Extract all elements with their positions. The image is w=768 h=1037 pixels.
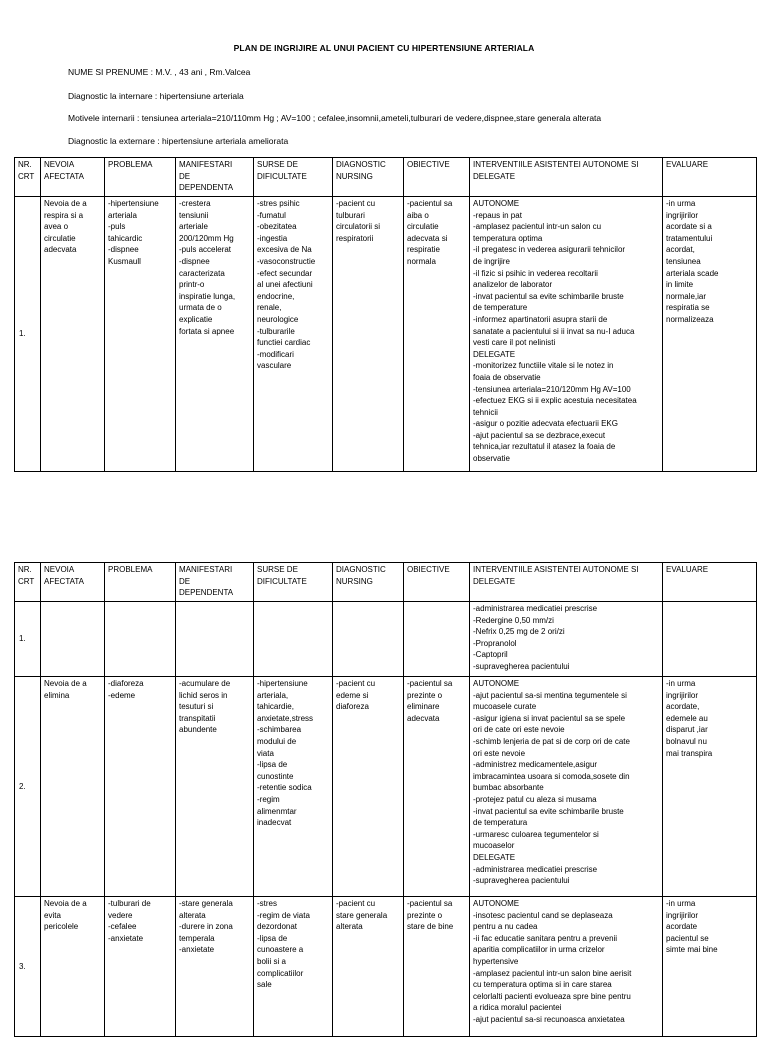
cell-line: -obezitatea: [257, 222, 297, 232]
patient-name: NUME SI PRENUME : M.V. , 43 ani , Rm.Valcea: [68, 67, 251, 77]
cell-line: DELEGATE: [473, 171, 516, 181]
cell-line: AUTONOME: [473, 199, 520, 208]
cell-line: temperala: [179, 933, 215, 943]
cell-line: MANIFESTARI: [179, 565, 233, 574]
cell-line: DIFICULTATE: [257, 171, 307, 181]
discharge-diagnosis: Diagnostic la externare : hipertensiune arteriala ameliorata: [68, 136, 289, 146]
cell-line: ingrijirilor: [666, 690, 699, 700]
cell-line: foaia de observatie: [473, 372, 541, 382]
cell-obiective: [404, 677, 470, 897]
cell-line: -dispnee: [108, 245, 139, 255]
care-plan-table-2: [14, 562, 757, 1037]
cell-line: normala: [407, 256, 436, 266]
cell-line: aiba o: [407, 210, 429, 220]
cell-line: aparitia complicatiilor in urma crizelor: [473, 945, 605, 955]
cell-obiective: [404, 197, 470, 472]
cell-line: tensiunii: [179, 210, 209, 220]
cell-line: DIAGNOSTIC: [336, 565, 386, 574]
cell-line: pentru a nu cadea: [473, 922, 538, 932]
cell-line: -regim: [257, 794, 280, 804]
cell-line: sanatate a pacientului si ii invat sa nu-I aduca: [473, 326, 635, 336]
cell-line: -pacientul sa: [407, 199, 453, 208]
cell-line: dezordonat: [257, 922, 298, 932]
cell-line: a ridica moralul pacientei: [473, 1003, 562, 1013]
cell-line: inspiratie lunga,: [179, 291, 236, 301]
cell-line: -insotesc pacientul cand se deplaseaza: [473, 910, 613, 920]
cell-line: -stare generala: [179, 899, 233, 908]
cell-problema: [105, 602, 176, 677]
cell-line: circulatorii si: [336, 222, 381, 232]
cell-line: ori de cate ori este nevoie: [473, 725, 565, 735]
cell-line: alterata: [336, 922, 363, 932]
cell-line: -administrez medicamentele,asigur: [473, 760, 598, 770]
cell-line: de temperatura: [473, 818, 528, 828]
cell-line: -administrarea medicatiei prescrise: [473, 604, 598, 613]
cell-line: -Propranolol: [473, 638, 517, 648]
cell-line: vasculare: [257, 361, 292, 371]
cell-line: -diaforeza: [108, 679, 144, 688]
header-manifestari: [176, 158, 254, 197]
cell-line: alterata: [179, 910, 206, 920]
cell-interventii: [470, 677, 663, 897]
cell-line: eliminare: [407, 702, 440, 712]
cell-line: functiei cardiac: [257, 338, 311, 348]
cell-line: vedere: [108, 910, 133, 920]
cell-evaluare: [663, 197, 757, 472]
cell-line: DEPENDENTA: [179, 588, 234, 598]
cell-line: arteriala,: [257, 690, 289, 700]
cell-line: NEVOIA: [44, 160, 75, 169]
cell-line: -tulburari de: [108, 899, 151, 908]
cell-line: -efectuez EKG si ii explic acestuia necesitatea: [473, 396, 637, 406]
header-surse-dificultate: [254, 158, 333, 197]
cell-line: -il pregatesc in vederea asigurarii tehnicilor: [473, 245, 626, 255]
cell-line: AUTONOME: [473, 679, 520, 688]
cell-line: explicatie: [179, 314, 213, 324]
cell-line: arteriala: [108, 210, 137, 220]
cell-line: -Captopril: [473, 650, 508, 660]
cell-line: AFECTATA: [44, 576, 84, 586]
cell-manifestari: [176, 602, 254, 677]
cell-nr-crt: 1.: [15, 602, 41, 677]
header-problema: [105, 158, 176, 197]
cell-line: -urmaresc culoarea tegumentelor si: [473, 829, 599, 839]
cell-line: tratamentului: [666, 233, 713, 243]
cell-line: respira si a: [44, 210, 84, 220]
cell-line: caracterizata: [179, 268, 225, 278]
cell-line: fortata si apnee: [179, 326, 235, 336]
cell-line: -asigur igiena si invat pacientul sa se spele: [473, 713, 626, 723]
header-surse-dificultate: [254, 563, 333, 602]
cell-line: pacientul se: [666, 933, 709, 943]
cell-line: normalizeaza: [666, 314, 714, 324]
table-row: [15, 197, 757, 472]
header-manifestari: [176, 563, 254, 602]
cell-line: observatie: [473, 454, 510, 464]
cell-line: al unei afectiuni: [257, 280, 313, 290]
cell-surse-dificultate: [254, 197, 333, 472]
header-evaluare: [663, 158, 757, 197]
cell-line: alimenmtar: [257, 806, 297, 816]
cell-line: mucoaselor: [473, 841, 515, 851]
cell-line: INTERVENTIILE ASISTENTEI AUTONOME SI: [473, 565, 639, 574]
cell-line: acordate: [666, 922, 698, 932]
cell-line: DEPENDENTA: [179, 183, 234, 193]
cell-line: PROBLEMA: [108, 565, 153, 574]
cell-line: -crestera: [179, 199, 211, 208]
header-nr-crt: [15, 158, 41, 197]
cell-line: respiratia se: [666, 303, 710, 313]
cell-line: -vasoconstructie: [257, 256, 316, 266]
cell-line: DELEGATE: [473, 576, 516, 586]
cell-line: Nevoia de a: [44, 199, 87, 208]
cell-line: tahicardic: [108, 233, 143, 243]
header-problema: [105, 563, 176, 602]
cell-line: -pacient cu: [336, 679, 376, 688]
cell-evaluare: [663, 677, 757, 897]
cell-line: -Nefrix 0,25 mg de 2 ori/zi: [473, 627, 565, 637]
cell-manifestari: [176, 897, 254, 1037]
cell-line: OBIECTIVE: [407, 565, 450, 574]
cell-line: NEVOIA: [44, 565, 75, 574]
cell-line: cunostinte: [257, 771, 294, 781]
cell-line: lichid seros in: [179, 690, 228, 700]
cell-line: -amplasez pacientul intr-un salon bine aerisit: [473, 968, 632, 978]
cell-line: -repaus in pat: [473, 210, 522, 220]
cell-line: NURSING: [336, 576, 373, 586]
cell-line: adecvata si: [407, 233, 448, 243]
cell-line: acordate si a: [666, 222, 712, 232]
cell-line: avea o: [44, 222, 69, 232]
cell-line: adecvata: [44, 245, 77, 255]
cell-evaluare: [663, 602, 757, 677]
cell-line: -edeme: [108, 690, 136, 700]
cell-line: acordate,: [666, 702, 700, 712]
cell-line: -regim de viata: [257, 910, 310, 920]
cell-line: acordat,: [666, 245, 695, 255]
cell-nevoia-afectata: [41, 677, 105, 897]
cell-line: -ii fac educatie sanitara pentru a prevenii: [473, 933, 618, 943]
header-evaluare: [663, 563, 757, 602]
cell-line: endocrine,: [257, 291, 295, 301]
cell-line: Nevoia de a: [44, 899, 87, 908]
cell-line: -modificari: [257, 349, 294, 359]
cell-problema: [105, 677, 176, 897]
cell-nr-crt: 3.: [15, 897, 41, 1037]
cell-line: bolii si a: [257, 956, 286, 966]
cell-diagnostic-nursing: [333, 602, 404, 677]
cell-line: PROBLEMA: [108, 160, 153, 169]
cell-line: sale: [257, 980, 272, 990]
cell-line: tehnicii: [473, 407, 498, 417]
cell-line: EVALUARE: [666, 565, 709, 574]
cell-line: circulatie: [407, 222, 439, 232]
cell-line: stare de bine: [407, 922, 454, 932]
cell-line: -retentie sodica: [257, 783, 312, 793]
cell-line: NR.: [18, 160, 32, 169]
cell-line: -Redergine 0,50 mm/zi: [473, 615, 554, 625]
cell-line: -pacient cu: [336, 199, 376, 208]
page-title: PLAN DE INGRIJIRE AL UNUI PACIENT CU HIPERTENSIUNE ARTERIALA: [233, 43, 535, 53]
cell-line: -ingestia: [257, 233, 288, 243]
cell-line: -informez apartinatorii asupra starii de: [473, 314, 608, 324]
cell-line: elimina: [44, 690, 70, 700]
cell-line: viata: [257, 748, 274, 758]
cell-interventii: [470, 197, 663, 472]
cell-line: -durere in zona: [179, 922, 233, 932]
cell-line: -acumulare de: [179, 679, 231, 688]
cell-line: celorlalti pacienti evolueaza spre bine pentru: [473, 991, 631, 1001]
cell-line: simte mai bine: [666, 945, 718, 955]
cell-line: -lipsa de: [257, 760, 288, 770]
header-interventii: [470, 158, 663, 197]
cell-line: neurologice: [257, 314, 299, 324]
care-plan-table-1: [14, 157, 757, 472]
cell-line: -in urma: [666, 899, 696, 908]
cell-line: -supravegherea pacientului: [473, 876, 570, 886]
cell-line: hypertensive: [473, 956, 519, 966]
cell-line: modului de: [257, 736, 297, 746]
cell-line: 200/120mm Hg: [179, 233, 234, 243]
header-diagnostic-nursing: [333, 563, 404, 602]
cell-line: DIAGNOSTIC: [336, 160, 386, 169]
cell-line: abundente: [179, 725, 217, 735]
header-obiective: [404, 158, 470, 197]
cell-line: CRT: [18, 171, 35, 181]
cell-line: -amplasez pacientul intr-un salon cu: [473, 222, 602, 232]
cell-line: SURSE DE: [257, 160, 298, 169]
cell-line: analizelor de laborator: [473, 280, 553, 290]
cell-obiective: [404, 602, 470, 677]
cell-line: -cefalee: [108, 922, 137, 932]
cell-nr-crt: 2.: [15, 677, 41, 897]
cell-line: -schimbarea: [257, 725, 302, 735]
cell-line: Nevoia de a: [44, 679, 87, 688]
cell-manifestari: [176, 197, 254, 472]
cell-line: AUTONOME: [473, 899, 520, 908]
cell-line: temperatura optima: [473, 233, 543, 243]
cell-line: -in urma: [666, 199, 696, 208]
cell-line: normale,iar: [666, 291, 707, 301]
cell-line: -invat pacientul sa evite schimbarile bruste: [473, 291, 624, 301]
cell-line: respiratie: [407, 245, 440, 255]
cell-line: -stres: [257, 899, 277, 908]
table-header-row: [15, 158, 757, 197]
cell-line: OBIECTIVE: [407, 160, 450, 169]
cell-line: complicatiilor: [257, 968, 304, 978]
cell-manifestari: [176, 677, 254, 897]
cell-line: -tensiunea arteriala=210/120mm Hg AV=100: [473, 384, 631, 394]
table-row: [15, 677, 757, 897]
cell-line: -il fizic si psihic in vederea recoltarii: [473, 268, 598, 278]
cell-line: anxietate,stress: [257, 713, 314, 723]
header-interventii: [470, 563, 663, 602]
cell-diagnostic-nursing: [333, 897, 404, 1037]
cell-line: stare generala: [336, 910, 388, 920]
cell-nevoia-afectata: [41, 897, 105, 1037]
cell-line: -dispnee: [179, 256, 210, 266]
cell-line: MANIFESTARI: [179, 160, 233, 169]
cell-surse-dificultate: [254, 897, 333, 1037]
cell-line: respiratorii: [336, 233, 374, 243]
cell-line: evita: [44, 910, 61, 920]
cell-line: -supravegherea pacientului: [473, 661, 570, 671]
cell-line: -ajut pacientul sa se dezbrace,execut: [473, 430, 606, 440]
cell-line: -administrarea medicatiei prescrise: [473, 864, 598, 874]
cell-diagnostic-nursing: [333, 197, 404, 472]
header-nevoia-afectata: [41, 563, 105, 602]
cell-line: arteriala scade: [666, 268, 719, 278]
cell-surse-dificultate: [254, 677, 333, 897]
cell-line: -pacient cu: [336, 899, 376, 908]
cell-line: -in urma: [666, 679, 696, 688]
cell-line: NURSING: [336, 171, 373, 181]
cell-line: DELEGATE: [473, 852, 516, 862]
cell-line: -protejez patul cu aleza si musama: [473, 794, 597, 804]
cell-line: prezinte o: [407, 690, 443, 700]
cell-line: ingrijirilor: [666, 910, 699, 920]
cell-line: tensiunea: [666, 256, 701, 266]
cell-line: inadecvat: [257, 818, 292, 828]
cell-nr-crt: 1.: [15, 197, 41, 472]
cell-interventii: [470, 602, 663, 677]
table-row: [15, 897, 757, 1037]
cell-line: transpitatii: [179, 713, 216, 723]
cell-line: -puls accelerat: [179, 245, 232, 255]
cell-problema: [105, 197, 176, 472]
cell-line: INTERVENTIILE ASISTENTEI AUTONOME SI: [473, 160, 639, 169]
cell-line: AFECTATA: [44, 171, 84, 181]
cell-evaluare: [663, 897, 757, 1037]
cell-line: -tulburarile: [257, 326, 295, 336]
cell-line: DE: [179, 576, 191, 586]
header-nr-crt: [15, 563, 41, 602]
cell-line: tesuturi si: [179, 702, 214, 712]
cell-line: -pacientul sa: [407, 679, 453, 688]
cell-line: -invat pacientul sa evite schimbarile bruste: [473, 806, 624, 816]
cell-line: DE: [179, 171, 191, 181]
cell-line: pericolele: [44, 922, 79, 932]
cell-diagnostic-nursing: [333, 677, 404, 897]
cell-nevoia-afectata: [41, 197, 105, 472]
cell-line: cunoastere a: [257, 945, 304, 955]
cell-line: disparut ,iar: [666, 725, 708, 735]
cell-line: NR.: [18, 565, 32, 574]
cell-line: -efect secundar: [257, 268, 313, 278]
cell-line: -puls: [108, 222, 126, 232]
cell-line: DELEGATE: [473, 349, 516, 359]
header-diagnostic-nursing: [333, 158, 404, 197]
cell-line: circulatie: [44, 233, 76, 243]
cell-line: -hipertensiune: [257, 679, 308, 688]
cell-line: arteriale: [179, 222, 208, 232]
cell-nevoia-afectata: [41, 602, 105, 677]
cell-line: prezinte o: [407, 910, 443, 920]
cell-line: bolnavul nu: [666, 736, 707, 746]
cell-line: -lipsa de: [257, 933, 288, 943]
cell-line: -anxietate: [108, 933, 144, 943]
cell-problema: [105, 897, 176, 1037]
cell-line: excesiva de Na: [257, 245, 312, 255]
cell-line: mai transpira: [666, 748, 713, 758]
cell-line: cu temperatura optima si in care starea: [473, 980, 612, 990]
cell-line: -monitorizez functiile vitale si le notez in: [473, 361, 614, 371]
cell-line: vesti care il pot nelinisti: [473, 338, 556, 348]
cell-line: -anxietate: [179, 945, 215, 955]
cell-line: -hipertensiune: [108, 199, 159, 208]
cell-line: adecvata: [407, 713, 440, 723]
cell-line: tehnica,iar rezultatul il atasez la foaia de: [473, 442, 616, 452]
cell-line: DIFICULTATE: [257, 576, 307, 586]
admission-reasons: Motivele internarii : tensiunea arteriala=210/110mm Hg ; AV=100 ; cefalee,insomnii,ameteli,tulburari de vedere,dispnee,stare generala alterata: [68, 113, 602, 123]
cell-line: -ajut pacientul sa-si recunoasca anxietatea: [473, 1014, 625, 1024]
cell-line: SURSE DE: [257, 565, 298, 574]
cell-line: diaforeza: [336, 702, 369, 712]
header-nevoia-afectata: [41, 158, 105, 197]
cell-line: ori este nevoie: [473, 748, 526, 758]
table-header-row: [15, 563, 757, 602]
cell-line: mucoasele curate: [473, 702, 537, 712]
cell-line: tahicardie,: [257, 702, 294, 712]
cell-line: -asigur o pozitie adecvata efectuarii EKG: [473, 419, 618, 429]
cell-line: -schimb lenjeria de pat si de corp ori de cate: [473, 736, 630, 746]
cell-line: ingrijirilor: [666, 210, 699, 220]
cell-line: in limite: [666, 280, 694, 290]
cell-line: de ingrijire: [473, 256, 510, 266]
cell-line: bumbac absorbante: [473, 783, 544, 793]
cell-line: edemele au: [666, 713, 708, 723]
header-obiective: [404, 563, 470, 602]
cell-line: tulburari: [336, 210, 365, 220]
cell-line: -stres psihic: [257, 199, 300, 208]
cell-line: imbracamintea usoara si comoda,sosete din: [473, 771, 630, 781]
cell-line: printr-o: [179, 280, 205, 290]
cell-line: Kusmaull: [108, 256, 141, 266]
cell-line: -ajut pacientul sa-si mentina tegumentele si: [473, 690, 627, 700]
cell-obiective: [404, 897, 470, 1037]
cell-interventii: [470, 897, 663, 1037]
admission-diagnosis: Diagnostic la internare : hipertensiune arteriala: [68, 91, 244, 101]
cell-line: renale,: [257, 303, 282, 313]
cell-line: -pacientul sa: [407, 899, 453, 908]
cell-line: edeme si: [336, 690, 369, 700]
cell-line: EVALUARE: [666, 160, 709, 169]
cell-line: -fumatul: [257, 210, 286, 220]
table-row: [15, 602, 757, 677]
cell-line: de temperature: [473, 303, 528, 313]
cell-line: urmata de o: [179, 303, 222, 313]
cell-surse-dificultate: [254, 602, 333, 677]
cell-line: CRT: [18, 576, 35, 586]
